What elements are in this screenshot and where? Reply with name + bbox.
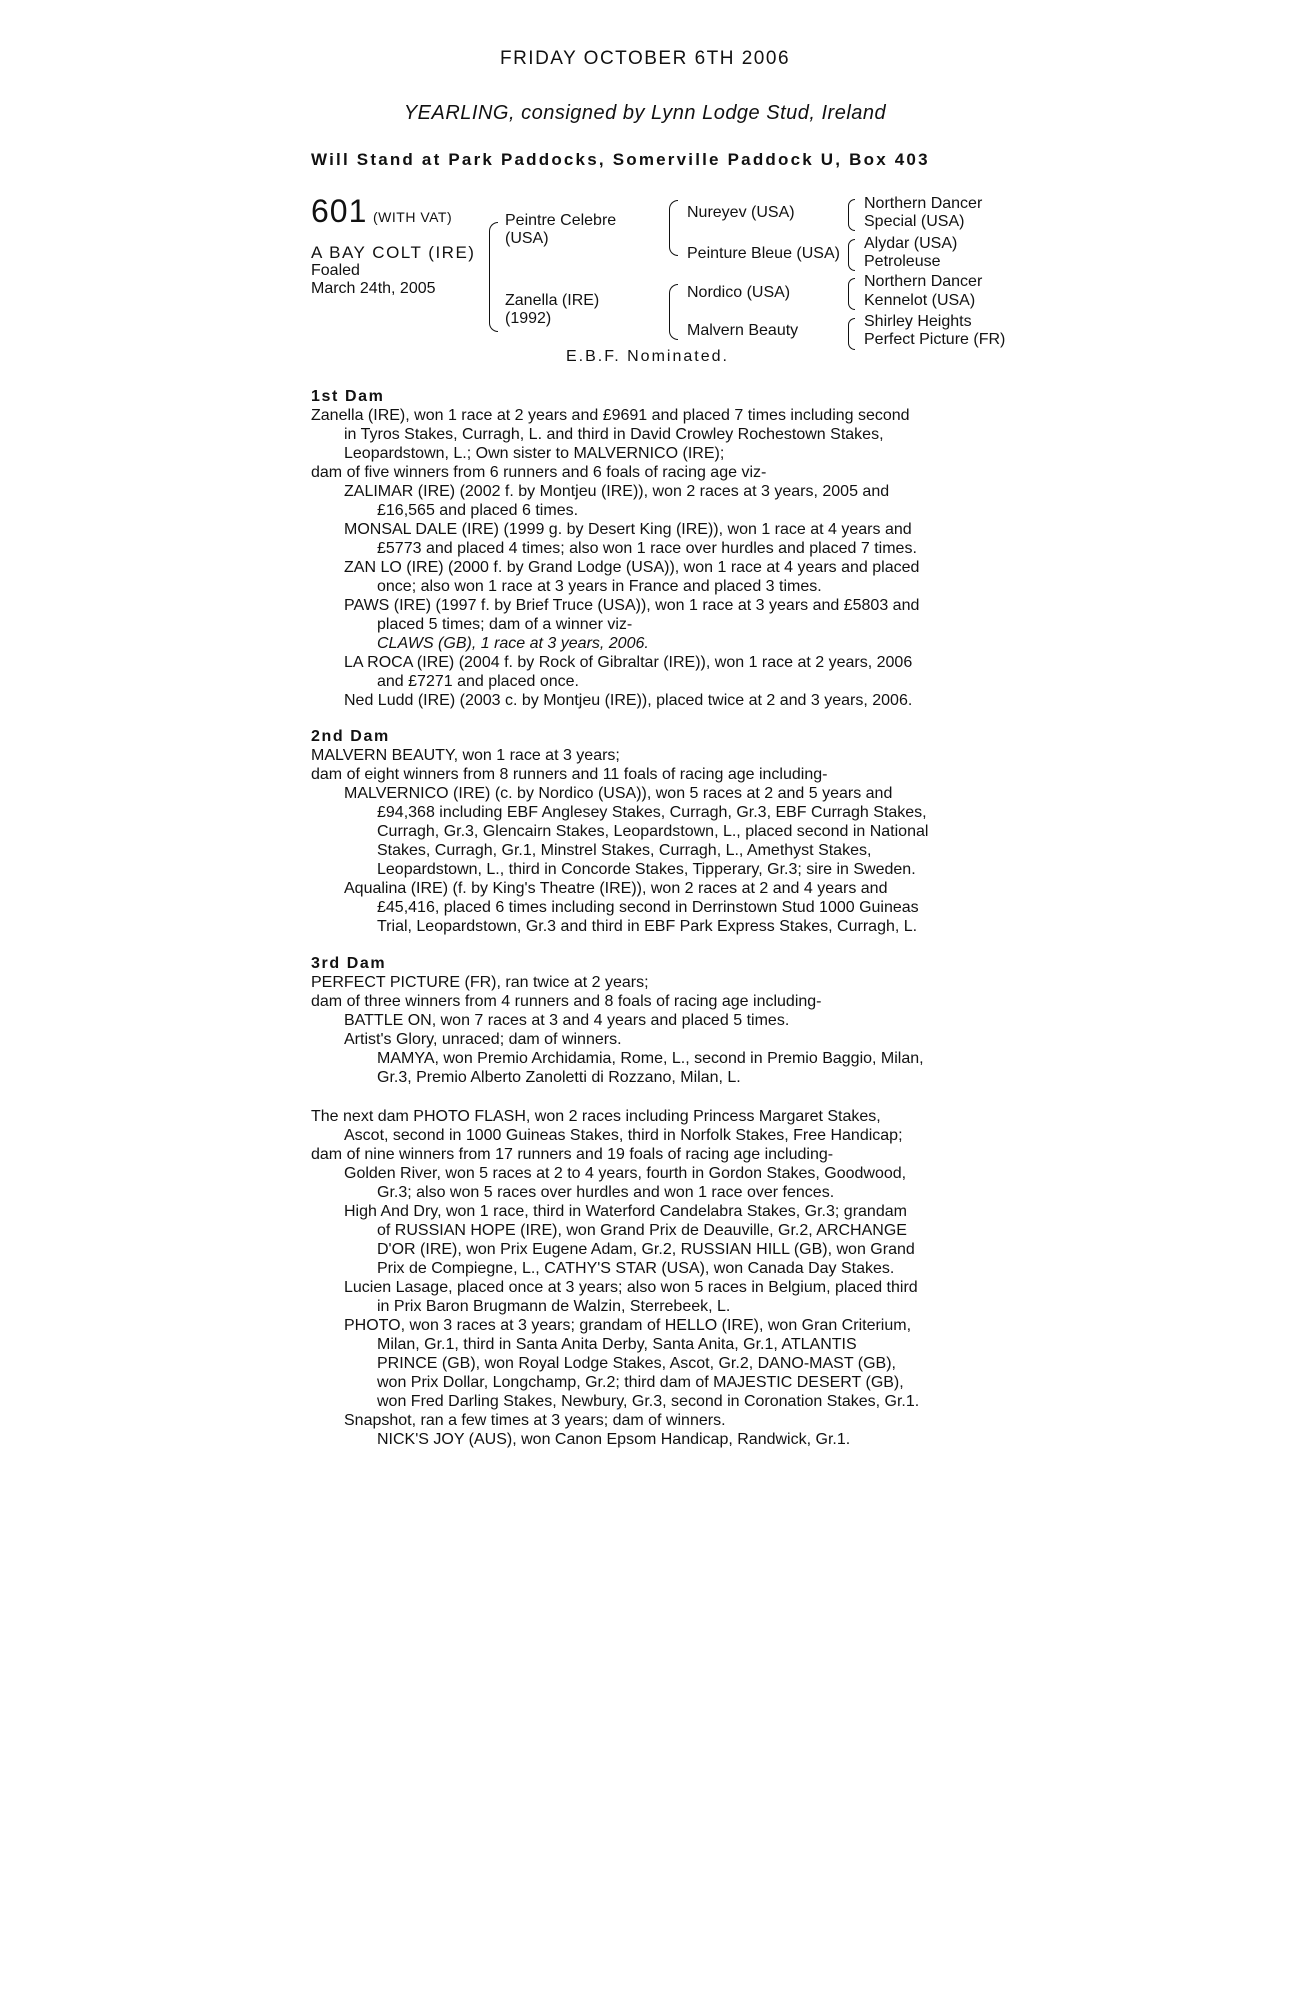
dam-line: Leopardstown, L.; Own sister to MALVERNICO (IRE); <box>344 445 725 462</box>
produce-line: BATTLE ON, won 7 races at 3 and 4 years and placed 5 times. <box>344 1012 790 1029</box>
dam-line: dam of nine winners from 17 runners and 19 foals of racing age including- <box>311 1146 834 1163</box>
dam-sire-sire: Northern Dancer <box>864 273 983 290</box>
dam-dam-sire: Shirley Heights <box>864 313 972 330</box>
dam-dam-dam: Perfect Picture (FR) <box>864 331 1006 348</box>
dam-line: PERFECT PICTURE (FR), ran twice at 2 years; <box>311 974 649 991</box>
produce-line: Trial, Leopardstown, Gr.3 and third in EBF Park Express Stakes, Curragh, L. <box>377 918 918 935</box>
produce-line: ZALIMAR (IRE) (2002 f. by Montjeu (IRE)), won 2 races at 3 years, 2005 and <box>344 483 890 500</box>
dam-line: The next dam PHOTO FLASH, won 2 races including Princess Margaret Stakes, <box>311 1108 881 1125</box>
second-dam-section <box>311 727 981 936</box>
produce-line: £5773 and placed 4 times; also won 1 race over hurdles and placed 7 times. <box>377 540 917 557</box>
sire-sire: Nureyev (USA) <box>687 204 795 221</box>
produce-line: Ned Ludd (IRE) (2003 c. by Montjeu (IRE)), placed twice at 2 and 3 years, 2006. <box>344 692 913 709</box>
dam-dam: Malvern Beauty <box>687 322 799 339</box>
dam-line: MALVERN BEAUTY, won 1 race at 3 years; <box>311 747 620 764</box>
dam-year: (1992) <box>505 310 552 327</box>
section-heading: 3rd Dam <box>311 955 387 972</box>
produce-line: of RUSSIAN HOPE (IRE), won Grand Prix de Deauville, Gr.2, ARCHANGE <box>377 1222 907 1239</box>
dam-line: Zanella (IRE), won 1 race at 2 years and £9691 and placed 7 times including second <box>311 407 910 424</box>
pedigree-sire <box>505 212 616 248</box>
pedigree-brace-main <box>489 222 498 332</box>
produce-line: once; also won 1 race at 3 years in France and placed 3 times. <box>377 578 822 595</box>
next-dam-section <box>311 1107 981 1449</box>
dam-line: dam of three winners from 4 runners and 8 foals of racing age including- <box>311 993 822 1010</box>
produce-line: Curragh, Gr.3, Glencairn Stakes, Leopardstown, L., placed second in National <box>377 823 929 840</box>
produce-line: Gr.3; also won 5 races over hurdles and won 1 race over fences. <box>377 1184 835 1201</box>
produce-line: ZAN LO (IRE) (2000 f. by Grand Lodge (USA)), won 1 race at 4 years and placed <box>344 559 920 576</box>
produce-line: and £7271 and placed once. <box>377 673 579 690</box>
pedigree-brace-ds <box>848 278 855 310</box>
produce-line: £45,416, placed 6 times including second in Derrinstown Stud 1000 Guineas <box>377 899 919 916</box>
dam-line: dam of five winners from 6 runners and 6 foals of racing age viz- <box>311 464 767 481</box>
pedigree-brace-dam <box>669 284 678 340</box>
produce-line: Gr.3, Premio Alberto Zanoletti di Rozzano, Milan, L. <box>377 1069 741 1086</box>
dam-sire: Nordico (USA) <box>687 284 791 301</box>
produce-line: MALVERNICO (IRE) (c. by Nordico (USA)), won 5 races at 2 and 5 years and <box>344 785 893 802</box>
lot-number: 601 <box>311 193 368 229</box>
produce-line: £16,565 and placed 6 times. <box>377 502 579 519</box>
produce-line: PRINCE (GB), won Royal Lodge Stakes, Ascot, Gr.2, DANO-MAST (GB), <box>377 1355 896 1372</box>
third-dam-section <box>311 954 981 1087</box>
foaled-label: Foaled <box>311 262 360 279</box>
sire-dam-dam: Petroleuse <box>864 253 941 270</box>
sire-dam: Peinture Bleue (USA) <box>687 245 840 262</box>
sire-sire-dam: Special (USA) <box>864 213 965 230</box>
produce-line: £94,368 including EBF Anglesey Stakes, Curragh, Gr.3, EBF Curragh Stakes, <box>377 804 927 821</box>
produce-line: MONSAL DALE (IRE) (1999 g. by Desert King (IRE)), won 1 race at 4 years and <box>344 521 912 538</box>
dam-line: Ascot, second in 1000 Guineas Stakes, third in Norfolk Stakes, Free Handicap; <box>344 1127 903 1144</box>
section-heading: 2nd Dam <box>311 728 390 745</box>
produce-line: won Fred Darling Stakes, Newbury, Gr.3, second in Coronation Stakes, Gr.1. <box>377 1393 920 1410</box>
produce-line: Stakes, Curragh, Gr.1, Minstrel Stakes, Curragh, L., Amethyst Stakes, <box>377 842 872 859</box>
produce-line: Prix de Compiegne, L., CATHY'S STAR (USA), won Canada Day Stakes. <box>377 1260 895 1277</box>
produce-line: NICK'S JOY (AUS), won Canon Epsom Handicap, Randwick, Gr.1. <box>377 1431 851 1448</box>
produce-line: Artist's Glory, unraced; dam of winners. <box>344 1031 622 1048</box>
produce-line: LA ROCA (IRE) (2004 f. by Rock of Gibraltar (IRE)), won 1 race at 2 years, 2006 <box>344 654 913 671</box>
produce-line: High And Dry, won 1 race, third in Waterford Candelabra Stakes, Gr.3; grandam <box>344 1203 907 1220</box>
produce-line: Milan, Gr.1, third in Santa Anita Derby, Santa Anita, Gr.1, ATLANTIS <box>377 1336 857 1353</box>
produce-line: Aqualina (IRE) (f. by King's Theatre (IRE)), won 2 races at 2 and 4 years and <box>344 880 888 897</box>
produce-line: Golden River, won 5 races at 2 to 4 years, fourth in Gordon Stakes, Goodwood, <box>344 1165 907 1182</box>
produce-line: in Prix Baron Brugmann de Walzin, Sterrebeek, L. <box>377 1298 731 1315</box>
pedigree-dam <box>505 292 599 328</box>
dam-sire-dam: Kennelot (USA) <box>864 292 976 309</box>
first-dam-section <box>311 387 981 710</box>
produce-line: Snapshot, ran a few times at 3 years; dam of winners. <box>344 1412 726 1429</box>
produce-line: MAMYA, won Premio Archidamia, Rome, L., second in Premio Baggio, Milan, <box>377 1050 924 1067</box>
ebf-nominated: E.B.F. Nominated. <box>566 348 729 365</box>
sire-dam-sire: Alydar (USA) <box>864 235 958 252</box>
produce-line: PAWS (IRE) (1997 f. by Brief Truce (USA)), won 1 race at 3 years and £5803 and <box>344 597 920 614</box>
produce-line: Leopardstown, L., third in Concorde Stakes, Tipperary, Gr.3; sire in Sweden. <box>377 861 916 878</box>
produce-line: Lucien Lasage, placed once at 3 years; also won 5 races in Belgium, placed third <box>344 1279 918 1296</box>
sire-sire-sire: Northern Dancer <box>864 195 983 212</box>
vat-note: (WITH VAT) <box>373 209 453 225</box>
pedigree-brace-sd <box>848 239 855 271</box>
pedigree-brace-ss <box>848 199 855 231</box>
produce-line: won Prix Dollar, Longchamp, Gr.2; third dam of MAJESTIC DESERT (GB), <box>377 1374 904 1391</box>
consignor-line: YEARLING, consigned by Lynn Lodge Stud, Ireland <box>403 102 887 124</box>
produce-line: D'OR (IRE), won Prix Eugene Adam, Gr.2, RUSSIAN HILL (GB), won Grand <box>377 1241 915 1258</box>
dam-name: Zanella (IRE) <box>505 292 600 309</box>
pedigree-brace-sire <box>669 200 678 256</box>
sire-country: (USA) <box>505 230 549 247</box>
lot-description: A BAY COLT (IRE) <box>311 243 476 262</box>
foaled-date: March 24th, 2005 <box>311 280 436 297</box>
dam-line: dam of eight winners from 8 runners and 11 foals of racing age including- <box>311 766 828 783</box>
produce-line: placed 5 times; dam of a winner viz- <box>377 616 633 633</box>
sire-name: Peintre Celebre <box>505 212 617 229</box>
stable-location: Will Stand at Park Paddocks, Somerville Paddock U, Box 403 <box>311 150 930 169</box>
produce-line: PHOTO, won 3 races at 3 years; grandam of HELLO (IRE), won Gran Criterium, <box>344 1317 912 1334</box>
section-heading: 1st Dam <box>311 388 385 405</box>
pedigree-brace-dd <box>848 318 855 350</box>
sale-date: FRIDAY OCTOBER 6TH 2006 <box>499 48 791 69</box>
produce-line: CLAWS (GB), 1 race at 3 years, 2006. <box>377 635 649 652</box>
dam-line: in Tyros Stakes, Curragh, L. and third in David Crowley Rochestown Stakes, <box>344 426 884 443</box>
